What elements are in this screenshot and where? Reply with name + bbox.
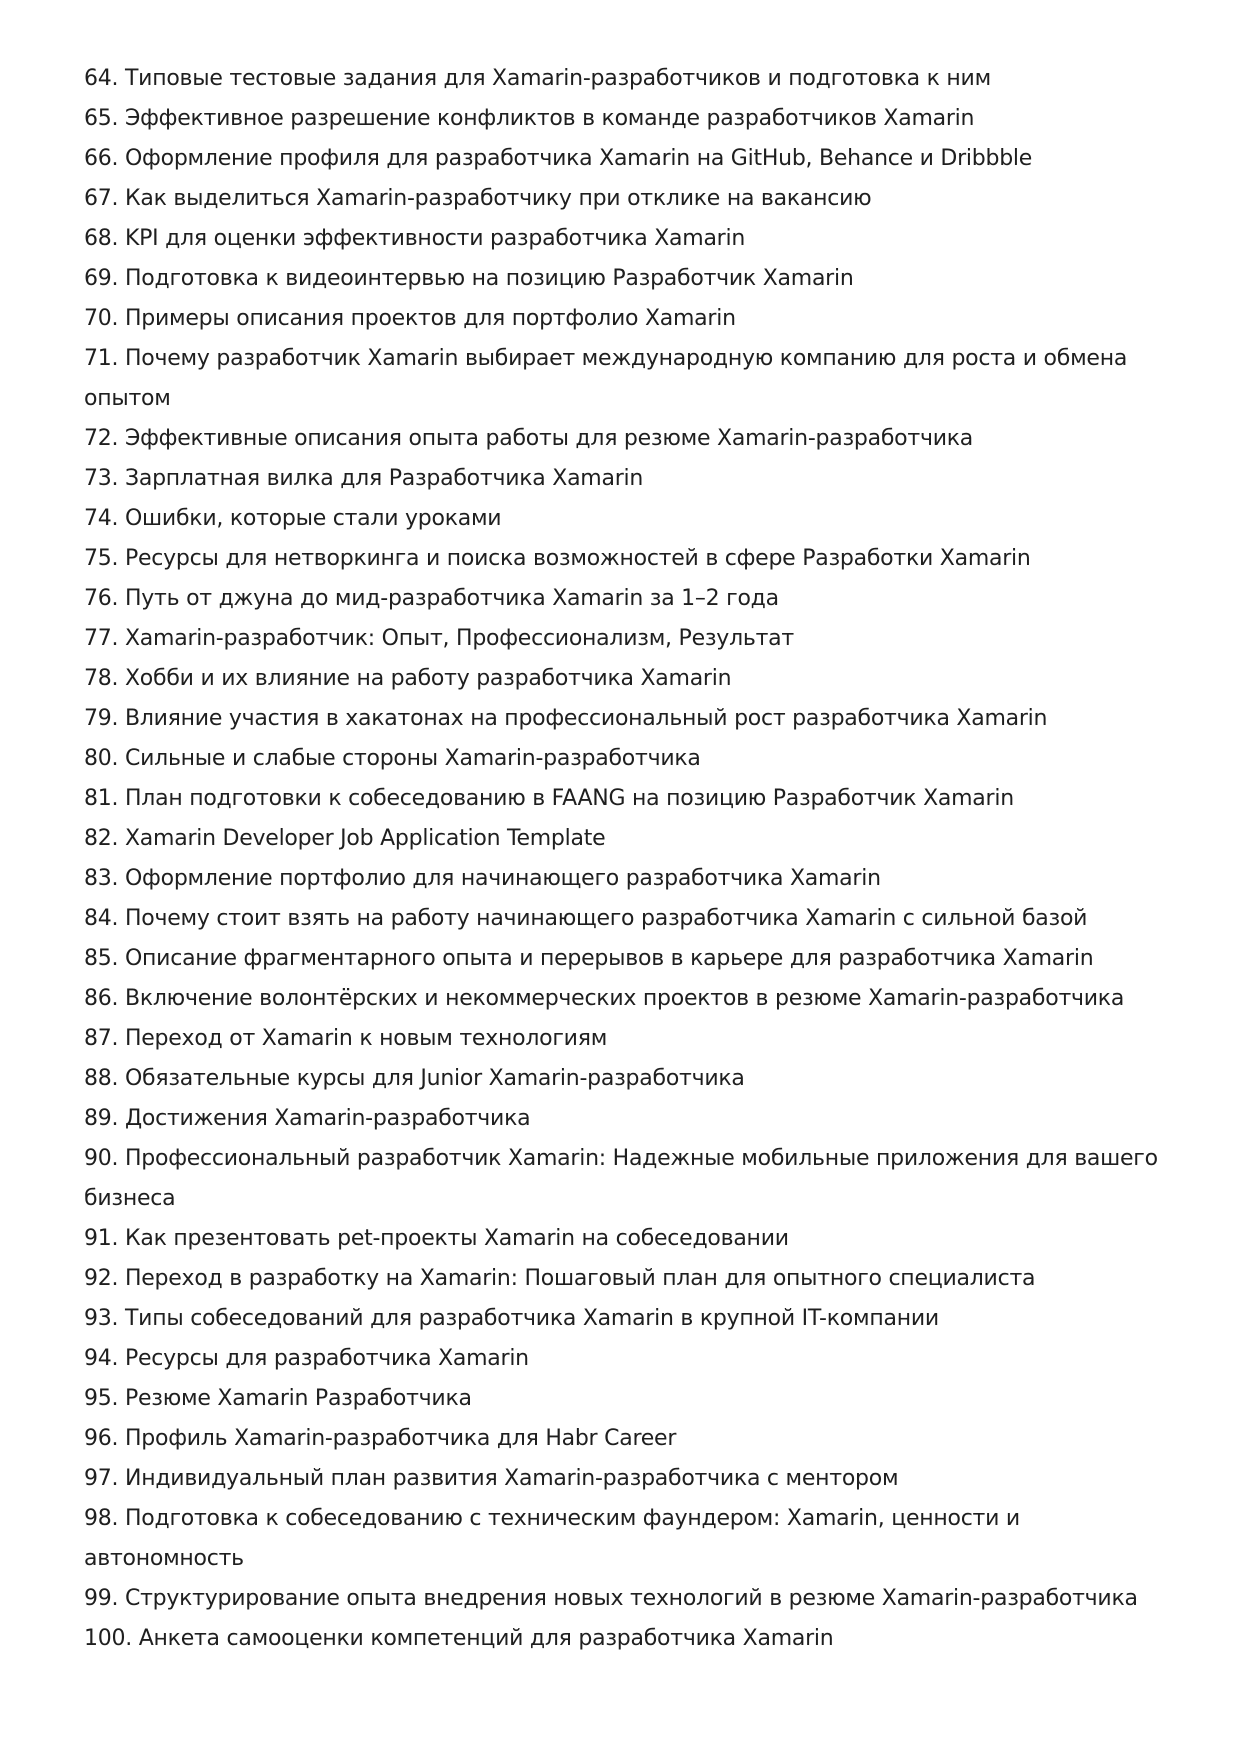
list-item: 89. Достижения Xamarin-разработчика	[84, 1106, 531, 1131]
list-item: 83. Оформление портфолио для начинающего разработчика Xamarin	[84, 866, 881, 891]
list-item: 91. Как презентовать pet-проекты Xamarin на собеседовании	[84, 1226, 789, 1251]
list-item: 80. Сильные и слабые стороны Xamarin-разработчика	[84, 746, 701, 771]
list-item: 77. Xamarin-разработчик: Опыт, Профессионализм, Результат	[84, 626, 794, 651]
list-item: 66. Оформление профиля для разработчика Xamarin на GitHub, Behance и Dribbble	[84, 146, 1033, 171]
list-item: 78. Хобби и их влияние на работу разработчика Xamarin	[84, 666, 732, 691]
list-item: 82. Xamarin Developer Job Application Template	[84, 826, 606, 851]
list-item: 87. Переход от Xamarin к новым технологиям	[84, 1026, 608, 1051]
list-item: 96. Профиль Xamarin-разработчика для Habr Career	[84, 1426, 677, 1451]
list-item: 68. KPI для оценки эффективности разработчика Xamarin	[84, 226, 746, 251]
list-item: 99. Структурирование опыта внедрения новых технологий в резюме Xamarin-разработчика	[84, 1586, 1138, 1611]
list-item: 73. Зарплатная вилка для Разработчика Xamarin	[84, 466, 644, 491]
list-item: 67. Как выделиться Xamarin-разработчику при отклике на вакансию	[84, 186, 872, 211]
list-item: 76. Путь от джуна до мид-разработчика Xamarin за 1–2 года	[84, 586, 779, 611]
list-item: 64. Типовые тестовые задания для Xamarin-разработчиков и подготовка к ним	[84, 66, 991, 91]
list-item: 70. Примеры описания проектов для портфолио Xamarin	[84, 306, 736, 331]
list-item: 95. Резюме Xamarin Разработчика	[84, 1386, 472, 1411]
list-item: 88. Обязательные курсы для Junior Xamarin-разработчика	[84, 1066, 745, 1091]
list-item: 90. Профессиональный разработчик Xamarin: Надежные мобильные приложения для вашего бизнеса	[84, 1146, 1158, 1211]
list-item: 81. План подготовки к собеседованию в FAANG на позицию Разработчик Xamarin	[84, 786, 1014, 811]
topic-list	[84, 59, 1179, 1659]
list-item: 72. Эффективные описания опыта работы для резюме Xamarin-разработчика	[84, 426, 974, 451]
list-item: 85. Описание фрагментарного опыта и перерывов в карьере для разработчика Xamarin	[84, 946, 1094, 971]
list-item: 65. Эффективное разрешение конфликтов в команде разработчиков Xamarin	[84, 106, 975, 131]
list-item: 69. Подготовка к видеоинтервью на позицию Разработчик Xamarin	[84, 266, 854, 291]
list-item: 93. Типы собеседований для разработчика Xamarin в крупной IT-компании	[84, 1306, 939, 1331]
list-item: 86. Включение волонтёрских и некоммерческих проектов в резюме Xamarin-разработчика	[84, 986, 1125, 1011]
list-item: 74. Ошибки, которые стали уроками	[84, 506, 502, 531]
list-item: 98. Подготовка к собеседованию с техническим фаундером: Xamarin, ценности и автономность	[84, 1506, 1020, 1571]
list-item: 75. Ресурсы для нетворкинга и поиска возможностей в сфере Разработки Xamarin	[84, 546, 1031, 571]
list-item: 92. Переход в разработку на Xamarin: Пошаговый план для опытного специалиста	[84, 1266, 1036, 1291]
list-item: 79. Влияние участия в хакатонах на профессиональный рост разработчика Xamarin	[84, 706, 1048, 731]
list-item: 100. Анкета самооценки компетенций для разработчика Xamarin	[84, 1626, 834, 1651]
list-item: 94. Ресурсы для разработчика Xamarin	[84, 1346, 529, 1371]
list-item: 84. Почему стоит взять на работу начинающего разработчика Xamarin с сильной базой	[84, 906, 1088, 931]
list-item: 71. Почему разработчик Xamarin выбирает международную компанию для роста и обмена опытом	[84, 346, 1128, 411]
list-item: 97. Индивидуальный план развития Xamarin-разработчика с ментором	[84, 1466, 899, 1491]
